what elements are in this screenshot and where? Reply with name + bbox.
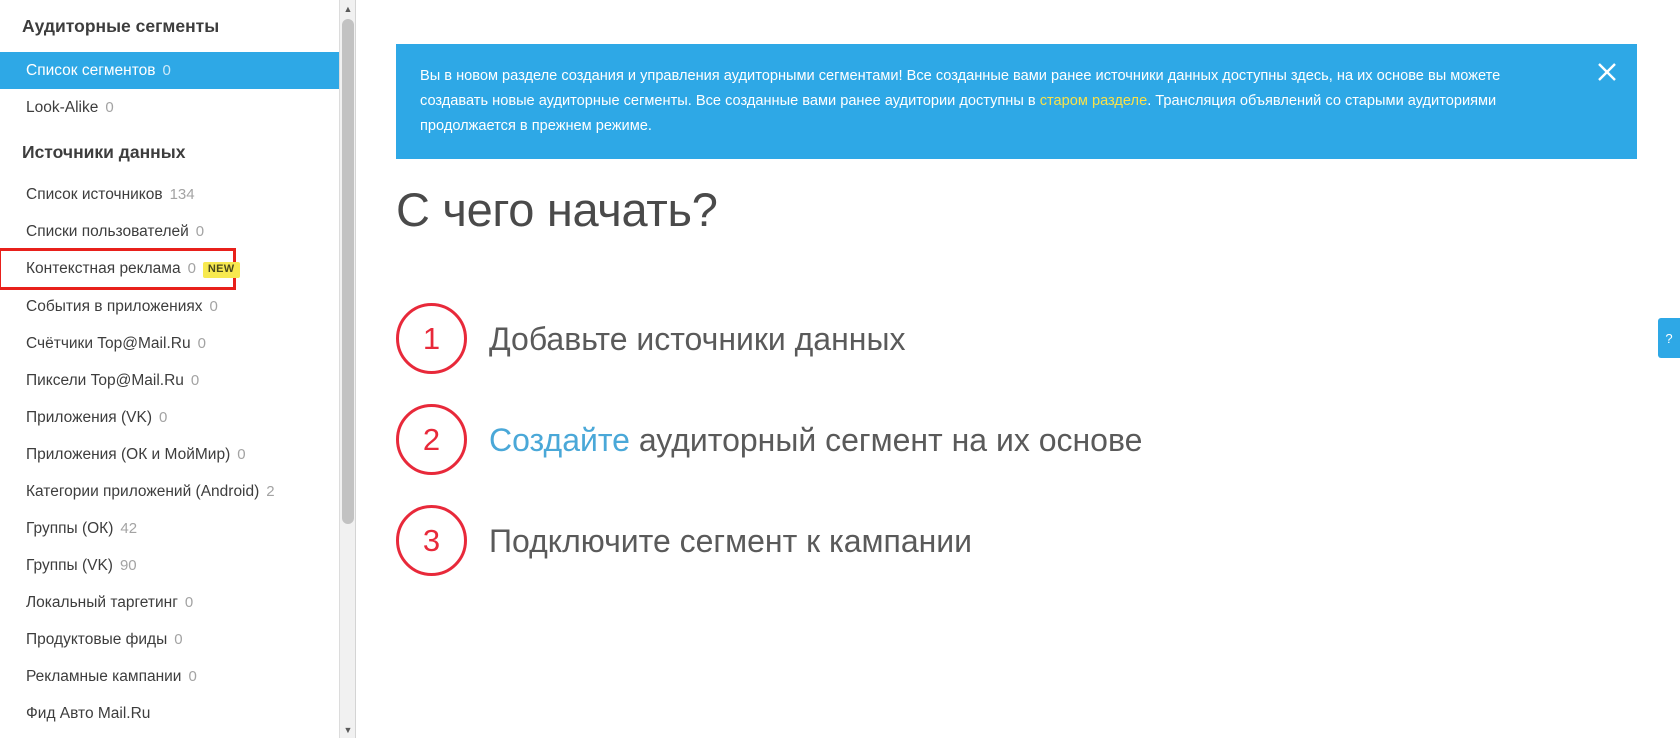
sidebar-item-local-targeting[interactable] bbox=[0, 584, 340, 621]
sidebar-item-app-categories-android[interactable] bbox=[0, 473, 340, 510]
sidebar-item-count: 0 bbox=[187, 260, 196, 277]
step-item bbox=[396, 389, 1496, 490]
sidebar-item-apps-vk[interactable] bbox=[0, 399, 340, 436]
sidebar-item-label: Список сегментов bbox=[26, 62, 156, 79]
sidebar-item-count: 134 bbox=[169, 186, 195, 203]
sidebar-item-ad-campaigns[interactable] bbox=[0, 658, 340, 695]
sidebar-item-label: Список источников bbox=[26, 186, 163, 203]
sidebar-item-label: Группы (ОК) bbox=[26, 520, 114, 537]
sidebar-item-top-mail-pixels[interactable] bbox=[0, 362, 340, 399]
step-label bbox=[489, 421, 1142, 459]
sidebar-item-app-events[interactable] bbox=[0, 288, 340, 325]
info-banner bbox=[396, 44, 1637, 159]
sidebar-item-label: Приложения (VK) bbox=[26, 409, 152, 426]
sidebar-item-count: 0 bbox=[190, 372, 200, 389]
sidebar-item-label: Пиксели Top@Mail.Ru bbox=[26, 372, 184, 389]
sidebar-item-count: 90 bbox=[119, 557, 137, 574]
sidebar-item-context-advertising[interactable] bbox=[0, 250, 234, 288]
sidebar-item-count: 0 bbox=[197, 335, 206, 352]
sidebar-item-count: 0 bbox=[174, 631, 183, 648]
sidebar-item-count: 0 bbox=[162, 62, 171, 79]
scroll-down-arrow-icon[interactable]: ▼ bbox=[340, 721, 356, 738]
step-number-badge: 3 bbox=[396, 505, 467, 576]
sidebar-item-count: 0 bbox=[184, 594, 194, 611]
step-item bbox=[396, 490, 1496, 591]
sidebar-item-apps-ok-moymir[interactable] bbox=[0, 436, 340, 473]
step-item bbox=[396, 288, 1496, 389]
sidebar-scroll-content bbox=[0, 0, 340, 738]
page-title: С чего начать? bbox=[396, 183, 718, 236]
sidebar-item-groups-vk[interactable] bbox=[0, 547, 340, 584]
sidebar-item-label: События в приложениях bbox=[26, 298, 203, 315]
sidebar-item-label: Рекламные кампании bbox=[26, 668, 182, 685]
sidebar-item-groups-ok[interactable] bbox=[0, 510, 340, 547]
old-section-link[interactable]: старом разделе bbox=[1039, 93, 1148, 109]
sidebar-item-user-lists[interactable] bbox=[0, 213, 340, 250]
sidebar-item-label: Фид Авто Mail.Ru bbox=[26, 705, 151, 722]
sidebar-item-label: Приложения (ОК и МойМир) bbox=[26, 446, 231, 463]
sidebar-item-auto-mail-feed[interactable] bbox=[0, 695, 340, 732]
step-label bbox=[489, 522, 972, 560]
sidebar-heading-data-sources: Источники данных bbox=[22, 142, 186, 162]
create-segment-link[interactable]: Создайте bbox=[489, 421, 630, 458]
sidebar-item-count: 0 bbox=[195, 223, 205, 240]
sidebar-item-label: Look-Alike bbox=[26, 99, 99, 116]
main-content bbox=[356, 0, 1680, 738]
sidebar-scrollbar[interactable] bbox=[339, 0, 355, 738]
step-text: Подключите сегмент к кампании bbox=[489, 522, 973, 559]
sidebar bbox=[0, 0, 356, 738]
sidebar-item-label: Категории приложений (Android) bbox=[26, 483, 260, 500]
sidebar-item-count: 0 bbox=[105, 99, 114, 116]
sidebar-item-label: Списки пользователей bbox=[26, 223, 189, 240]
sidebar-item-count: 0 bbox=[237, 446, 246, 463]
sidebar-item-count: 2 bbox=[266, 483, 275, 500]
sidebar-item-count: 0 bbox=[209, 298, 218, 315]
sidebar-heading-audience-segments: Аудиторные сегменты bbox=[22, 16, 220, 36]
sidebar-item-product-feeds[interactable] bbox=[0, 621, 340, 658]
new-badge: NEW bbox=[203, 262, 240, 278]
sidebar-item-label: Контекстная реклама bbox=[26, 260, 181, 277]
close-icon[interactable] bbox=[1593, 58, 1621, 86]
sidebar-item-look-alike[interactable] bbox=[0, 89, 340, 126]
sidebar-item-segment-list[interactable] bbox=[0, 52, 340, 89]
info-banner-text-part1: Вы в новом разделе создания и управления аудиторными сегментами! Все созданные вами ранее источники данных доступны здесь, на их основе вы можете создавать новые аудиторные сегменты. Все созданные вами ранее аудитории доступны в bbox=[420, 68, 1501, 109]
sidebar-item-top-mail-counters[interactable] bbox=[0, 325, 340, 362]
info-banner-text-part2: . Трансляция объявлений со старыми аудиториями продолжается в прежнем режиме. bbox=[420, 93, 1497, 134]
sidebar-item-source-list[interactable] bbox=[0, 176, 340, 213]
sidebar-item-label: Группы (VK) bbox=[26, 557, 113, 574]
step-text: Добавьте источники данных bbox=[489, 320, 906, 357]
sidebar-item-label: Счётчики Top@Mail.Ru bbox=[26, 335, 191, 352]
sidebar-item-label: Локальный таргетинг bbox=[26, 594, 178, 611]
help-tab-button[interactable]: ? bbox=[1658, 318, 1680, 358]
sidebar-item-count: 0 bbox=[159, 409, 168, 426]
scroll-up-arrow-icon[interactable]: ▲ bbox=[340, 0, 356, 17]
getting-started-steps bbox=[396, 288, 1496, 591]
step-text: аудиторный сегмент на их основе bbox=[629, 421, 1143, 458]
scrollbar-thumb[interactable] bbox=[342, 19, 354, 524]
step-label bbox=[489, 320, 905, 358]
sidebar-item-label: Продуктовые фиды bbox=[26, 631, 168, 648]
sidebar-item-count: 0 bbox=[188, 668, 197, 685]
step-number-badge: 2 bbox=[396, 404, 467, 475]
step-number-badge: 1 bbox=[396, 303, 467, 374]
sidebar-item-count: 42 bbox=[120, 520, 138, 537]
